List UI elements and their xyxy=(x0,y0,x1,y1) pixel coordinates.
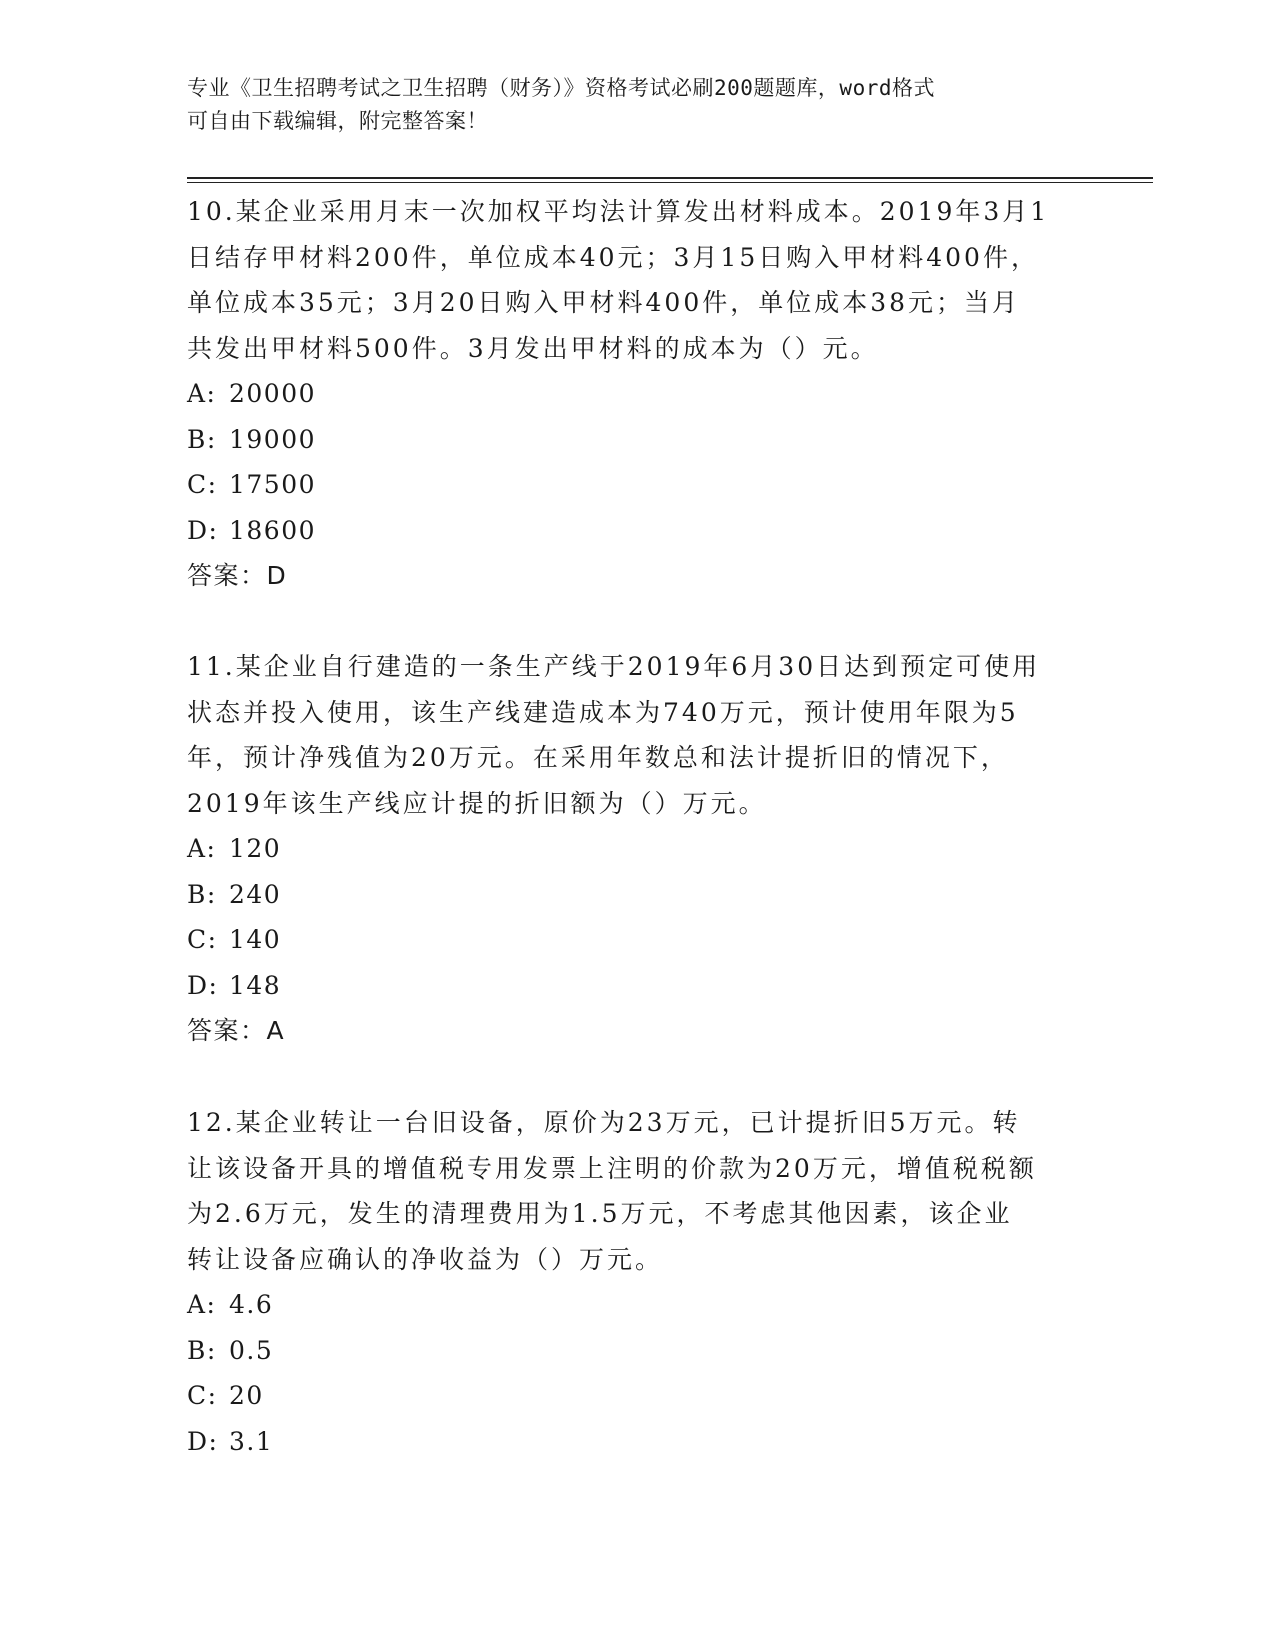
option-value: 17500 xyxy=(229,470,317,499)
option-c xyxy=(187,1373,1087,1419)
answer-line: 答案：A xyxy=(187,1016,286,1045)
question-stem-line: 让该设备开具的增值税专用发票上注明的价款为20万元，增值税税额 xyxy=(187,1153,1037,1183)
option-value: 120 xyxy=(229,834,282,863)
option-key: A: xyxy=(187,379,217,408)
option-value: 18600 xyxy=(229,515,317,545)
answer-line: 答案：D xyxy=(187,561,288,590)
option-c xyxy=(187,462,1087,508)
option-key: B: xyxy=(187,424,217,454)
option-c xyxy=(187,917,1087,963)
option-b xyxy=(187,1328,1087,1374)
header-line-2: 可自由下载编辑，附完整答案！ xyxy=(187,109,488,133)
option-key: A: xyxy=(187,834,217,863)
option-value: 20 xyxy=(229,1381,264,1410)
question-stem-line: 单位成本35元；3月20日购入甲材料400件，单位成本38元；当月 xyxy=(187,288,1021,317)
option-value: 19000 xyxy=(229,424,317,454)
question-stem-line: 11.某企业自行建造的一条生产线于2019年6月30日达到预定可使用 xyxy=(187,652,1041,681)
question-stem-line: 12.某企业转让一台旧设备，原价为23万元，已计提折旧5万元。转 xyxy=(187,1108,1021,1137)
option-d xyxy=(187,1419,1087,1465)
option-key: C: xyxy=(187,925,218,954)
option-b xyxy=(187,417,1087,463)
question-12 xyxy=(187,1100,1087,1464)
option-value: 20000 xyxy=(229,379,317,408)
option-value: 140 xyxy=(229,925,282,954)
option-value: 148 xyxy=(229,970,282,1000)
option-key: D: xyxy=(187,1426,219,1456)
option-d xyxy=(187,508,1087,554)
option-value: 3.1 xyxy=(229,1426,274,1456)
question-10 xyxy=(187,189,1087,599)
option-key: D: xyxy=(187,970,219,1000)
option-key: B: xyxy=(187,1335,217,1365)
question-stem-line: 2019年该生产线应计提的折旧额为（）万元。 xyxy=(187,788,767,818)
option-key: A: xyxy=(187,1290,217,1319)
question-stem-line: 共发出甲材料500件。3月发出甲材料的成本为（）元。 xyxy=(187,333,879,363)
question-stem-line: 状态并投入使用，该生产线建造成本为740万元，预计使用年限为5 xyxy=(187,697,1019,727)
option-a xyxy=(187,371,1087,417)
header-rule-thick xyxy=(187,177,1153,179)
option-d xyxy=(187,963,1087,1009)
question-stem-line: 10.某企业采用月末一次加权平均法计算发出材料成本。2019年3月1 xyxy=(187,197,1050,226)
option-key: D: xyxy=(187,515,219,545)
option-b xyxy=(187,872,1087,918)
option-key: C: xyxy=(187,470,218,499)
question-stem-line: 转让设备应确认的净收益为（）万元。 xyxy=(187,1244,664,1274)
option-value: 240 xyxy=(229,879,282,909)
question-stem-line: 年，预计净残值为20万元。在采用年数总和法计提折旧的情况下， xyxy=(187,743,1009,772)
header-line-1: 专业《卫生招聘考试之卫生招聘（财务）》资格考试必刷200题题库，word格式 xyxy=(187,76,935,100)
document-header xyxy=(187,72,1087,138)
option-key: B: xyxy=(187,879,217,909)
option-value: 4.6 xyxy=(229,1290,274,1319)
header-rule-thin xyxy=(187,182,1153,183)
option-value: 0.5 xyxy=(229,1335,274,1365)
option-key: C: xyxy=(187,1381,218,1410)
option-a xyxy=(187,1282,1087,1328)
question-11 xyxy=(187,644,1087,1054)
option-a xyxy=(187,826,1087,872)
question-stem-line: 日结存甲材料200件，单位成本40元；3月15日购入甲材料400件， xyxy=(187,242,1039,272)
question-stem-line: 为2.6万元，发生的清理费用为1.5万元，不考虑其他因素，该企业 xyxy=(187,1199,1013,1228)
